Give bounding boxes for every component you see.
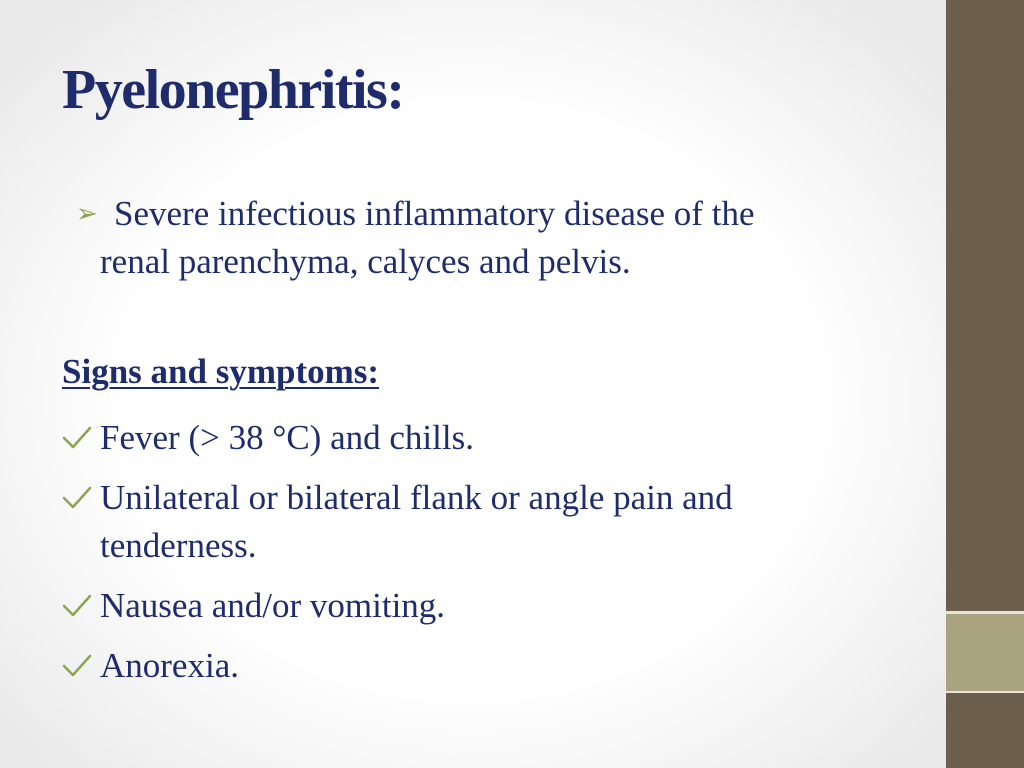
slide-title: Pyelonephritis: — [62, 59, 404, 121]
intro-line-1 — [76, 190, 916, 238]
symptom-item-flank-pain — [62, 474, 922, 570]
checkmark-icon — [62, 426, 92, 450]
checkmark-icon — [62, 654, 92, 678]
intro-text-1: Severe infectious inflammatory disease of the — [114, 194, 755, 233]
symptom-item-anorexia — [62, 642, 922, 690]
symptom-text: Fever (> 38 °C) and chills. — [100, 418, 474, 457]
intro-text-2: renal parenchyma, calyces and pelvis. — [100, 242, 631, 281]
symptom-item-nausea — [62, 582, 922, 630]
symptom-list — [62, 414, 922, 702]
symptom-item-fever — [62, 414, 922, 462]
checkmark-icon — [62, 594, 92, 618]
checkmark-icon — [62, 486, 92, 510]
signs-subheading: Signs and symptoms: — [62, 352, 380, 391]
symptom-text: Nausea and/or vomiting. — [100, 586, 446, 625]
symptom-text-line-1: Unilateral or bilateral flank or angle pain and — [100, 478, 733, 517]
symptom-text: Anorexia. — [100, 646, 239, 685]
right-bar-divider-bottom — [946, 691, 1024, 693]
arrow-bullet-icon: ➢ — [76, 199, 98, 228]
right-bar-accent-block — [946, 614, 1024, 691]
intro-bullet — [76, 190, 916, 286]
symptom-text-line-2: tenderness. — [100, 526, 257, 565]
